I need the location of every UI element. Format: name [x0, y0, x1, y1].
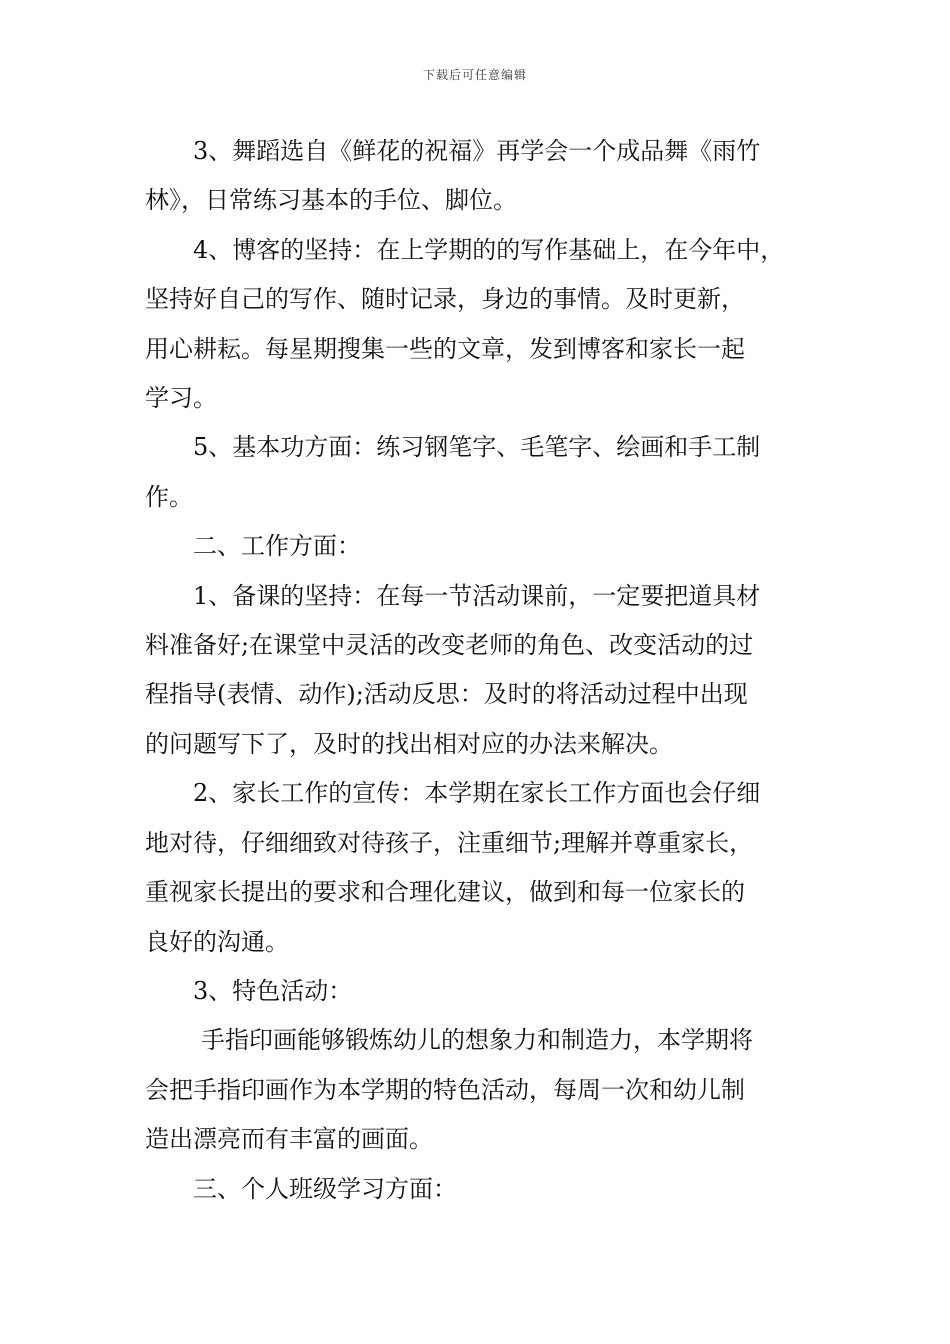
- text-line: 造出漂亮而有丰富的画面。: [145, 1125, 433, 1154]
- text-line: 2、家长工作的宣传：本学期在家长工作方面也会仔细: [193, 779, 761, 808]
- document-body: [145, 127, 809, 1214]
- text-line: 作。: [145, 482, 193, 511]
- section-heading-personal-study: [145, 1165, 809, 1214]
- text-line: 3、舞蹈选自《鲜花的祝福》再学会一个成品舞《雨竹: [193, 137, 761, 165]
- text-line: 料准备好;在课堂中灵活的改变老师的角色、改变活动的过: [145, 631, 754, 660]
- text-line: 林》，日常练习基本的手位、脚位。: [145, 186, 517, 215]
- text-line: 会把手指印画作为本学期的特色活动，每周一次和幼儿制: [145, 1075, 745, 1104]
- text-line: 用心耕耘。每星期搜集一些的文章，发到博客和家长一起: [145, 334, 745, 363]
- text-line: 学习。: [145, 384, 217, 413]
- heading-line: 二、工作方面：: [193, 532, 361, 561]
- page-header: 下载后可任意编辑: [422, 68, 527, 82]
- paragraph-lesson-prep: [145, 572, 809, 770]
- text-line: 坚持好自己的写作、随时记录，身边的事情。及时更新，: [145, 285, 745, 314]
- text-line: 程指导(表情、动作);活动反思：及时的将活动过程中出现: [145, 680, 748, 709]
- text-line: 地对待，仔细细致对待孩子，注重细节;理解并尊重家长，: [145, 828, 754, 857]
- paragraph-dance: [145, 127, 809, 226]
- paragraph-basic-skills: [145, 423, 809, 522]
- text-line: 5、基本功方面：练习钢笔字、毛笔字、绘画和手工制: [193, 433, 761, 462]
- paragraph-parent-work: [145, 769, 809, 967]
- text-line: 良好的沟通。: [145, 927, 289, 956]
- paragraph-blog: [145, 226, 809, 424]
- text-line: 4、博客的坚持：在上学期的的写作基础上，在今年中，: [193, 235, 785, 264]
- heading-line: 3、特色活动：: [193, 976, 353, 1005]
- subheading-special-activity: [145, 967, 809, 1016]
- text-line: 1、备课的坚持：在每一节活动课前，一定要把道具材: [193, 581, 761, 610]
- text-line: 的问题写下了，及时的找出相对应的办法来解决。: [145, 729, 673, 758]
- text-line: 重视家长提出的要求和合理化建议，做到和每一位家长的: [145, 878, 745, 907]
- heading-line: 三、个人班级学习方面：: [193, 1174, 457, 1203]
- section-heading-work: [145, 522, 809, 571]
- text-line: 手指印画能够锻炼幼儿的想象力和制造力，本学期将: [201, 1026, 753, 1055]
- paragraph-finger-painting: [145, 1016, 809, 1164]
